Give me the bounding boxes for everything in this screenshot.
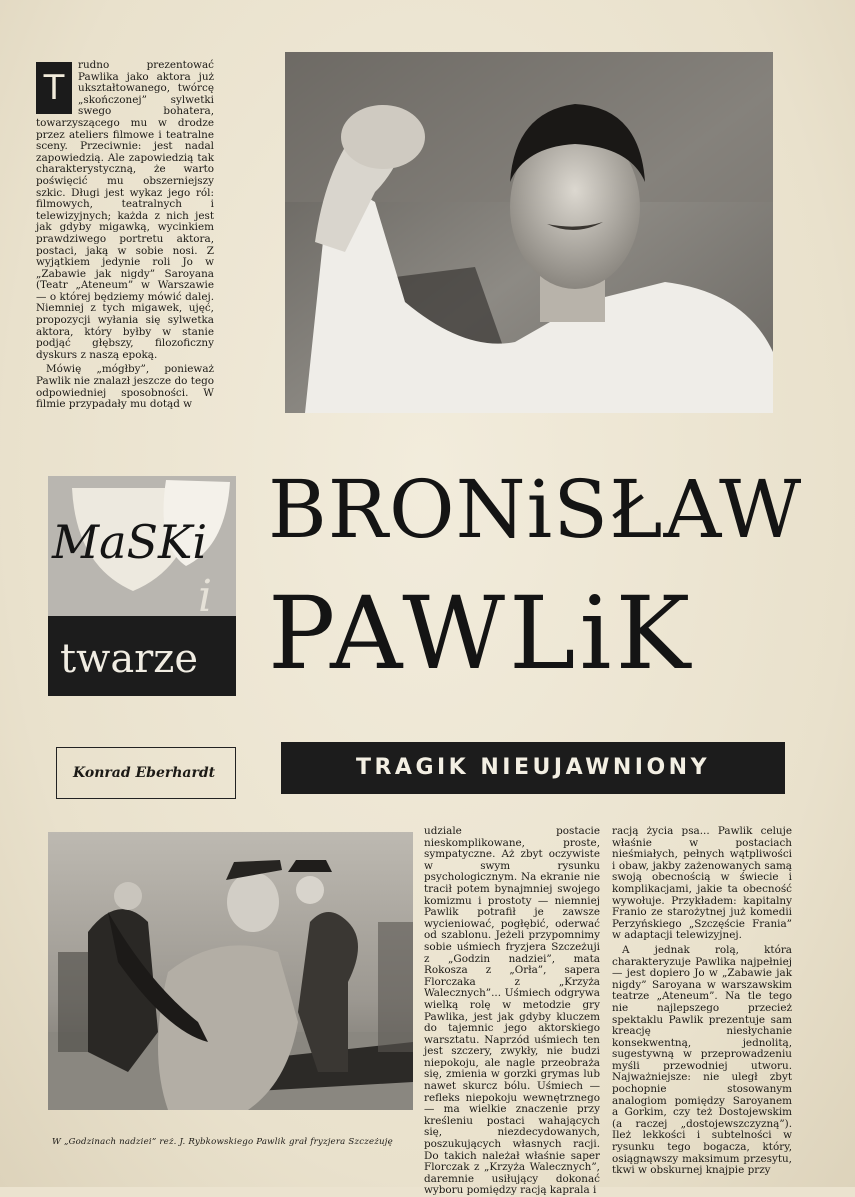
- intro-paragraph-2: Mówię „mógłby”, ponieważ Pawlik nie znalazł jeszcze do tego odpowiedniej sposobności. W filmie przypadały mu dotąd w: [36, 363, 214, 411]
- intro-column: [36, 60, 214, 420]
- intro-paragraph-1: rudno prezentować Pawlika jako aktora już ukształtowanego, twórcę „skończonej” sylwetki swego bohatera, towarzyszącego mu w drodze przez ateliers filmowe i teatralne sceny. Przeciwnie: jest nadal zapowiedzią. Ale zapowiedzią tak charakterystyczną, że warto poświęcić mu obszerniejszy szkic. Długi jest wykaz jego ról: filmowych, teatralnych i telewizyjnych; każda z nich jest jak gdyby migawką, wycinkiem prawdziwego portretu aktora, postaci, jaką w sobie nosi. Z wyjątkiem jedynie roli Jo w „Zabawie jak nigdy” Saroyana (Teatr „Ateneum” w Warszawie — o której będziemy mówić dalej. Niemniej z tych migawek, ujęć, propozycji wyłania się sylwetka aktora, który byłby w stanie podjąć głębszy, filozoficzny dyskurs z naszą epoką.: [36, 59, 214, 361]
- film-still-caption: W „Godzinach nadziei” reż. J. Rybkowskiego Pawlik grał fryzjera Szczeżuję: [52, 1137, 393, 1147]
- title-first-name: BRONiSŁAW: [268, 463, 803, 556]
- portrait-photo: [285, 52, 773, 413]
- film-still-photo: [48, 832, 413, 1110]
- body-column-3: [612, 825, 792, 1177]
- author-byline: Konrad Eberhardt: [56, 747, 236, 799]
- drop-cap: T: [36, 62, 72, 114]
- subtitle-banner: TRAGIK NIEUJAWNIONY: [281, 742, 785, 794]
- series-logo: [48, 476, 236, 696]
- body-paragraph: A jednak rolą, która charakteryzuje Pawlika najpełniej — jest dopiero Jo w „Zabawie jak nigdy” Saroyana w warszawskim teatrze „Ateneum”. Na tle tego nie najlepszego przecież spektaklu Pawlik prezentuje sam kreację niesłychanie konsekwentną, jednolitą, sugestywną w przeprowadzeniu myśli przewodniej utworu. Najważniejsze: nie uległ zbyt pochopnie stosowanym analogiom pomiędzy Saroyanem a Gorkim, czy też Dostojewskim (a raczej „dostojewszczyzną”). Ileż lekkości i subtelności w rysunku tego bogacza, który, osiągnąwszy maksimum przesytu, tkwi w obskurnej knajpie przy: [612, 943, 792, 1177]
- body-paragraph: udziale postacie nieskomplikowane, proste, sympatyczne. Aż zbyt oczywiste w swym rysunku psychologicznym. Na ekranie nie tracił potem bynajmniej swojego komizmu i prostoty — niemniej Pawlik potrafił je zawsze wycieniować, pogłębić, oderwać od szablonu. Jeżeli przypomnimy sobie uśmiech fryzjera Szczeżuji z „Godzin nadziei”, mata Rokosza z „Orła”, sapera Florczaka z „Krzyża Walecznych”... Uśmiech odgrywa wielką rolę w metodzie gry Pawlika, jest jak gdyby kluczem do tajemnic jego aktorskiego warsztatu. Naprzód uśmiech ten jest szczery, zwykły, nie budzi niepokoju, ale nagle przeobraża się, zmienia w gorzki grymas lub nawet skurcz bólu. Uśmiech — refleks niepokoju wewnętrznego — ma wielkie znaczenie przy kreśleniu postaci wahających się, niezdecydowanych, poszukujących własnych racji. Do takich należał właśnie saper Florczak z „Krzyża Walecznych”, daremnie usiłujący dokonać wyboru pomiędzy racją kaprala i: [424, 825, 600, 1197]
- body-paragraph: racją życia psa... Pawlik celuje właśnie w postaciach nieśmiałych, pełnych wątpliwości i obaw, jakby zażenowanych samą swoją obecnością w świecie i komplikacjami, jakie ta obecność wywołuje. Przykładem: kapitalny Franio ze starożytnej już komedii Perzyńskiego „Szczęście Frania” w adaptacji telewizyjnej.: [612, 825, 792, 942]
- series-logo-word-maski: MaSKi: [52, 515, 208, 569]
- series-logo-word-i: i: [198, 571, 213, 622]
- series-logo-word-twarze: twarze: [60, 636, 199, 682]
- title-last-name: PAWLiK: [268, 575, 695, 692]
- body-column-2: [424, 825, 600, 1197]
